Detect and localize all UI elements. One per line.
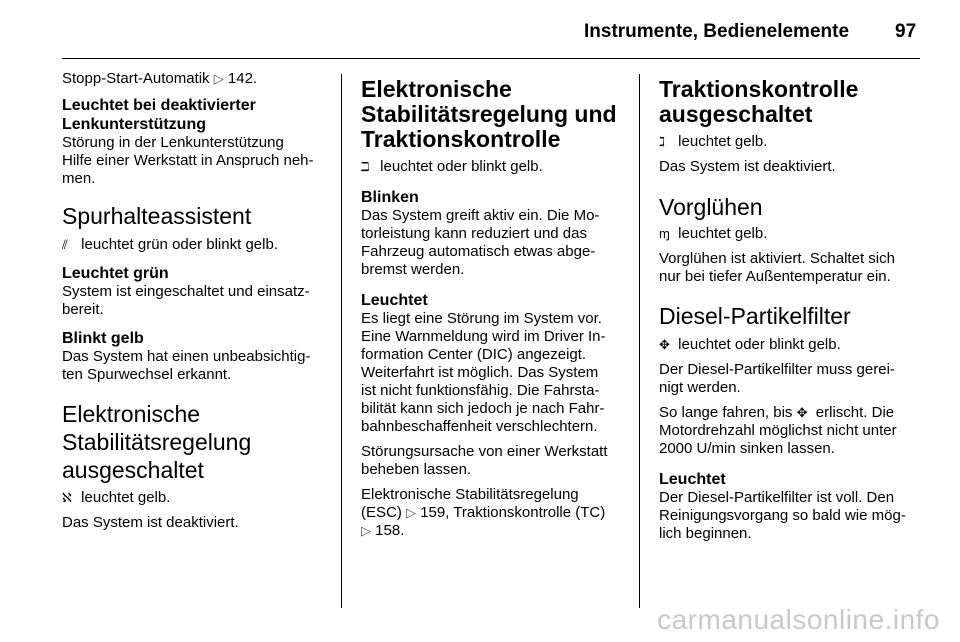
text-esc-deactivated: Das System ist deaktiviert. — [62, 514, 239, 531]
page-section-title: Instrumente, Bedienelemente — [584, 21, 850, 42]
heading-lights-green: Leuchtet grün — [62, 265, 169, 282]
text-flashing: Das System greift aktiv ein. Die Mo- torleistung kann reduziert und das Fahrzeug automatisch etwas abge- bremst werden. — [361, 207, 600, 278]
tc-off-icon: ℷ — [659, 134, 666, 149]
text-dpf-drive: So lange fahren, bis ✥ erlischt. Die Motordrehzahl möglichst nicht unter 2000 U/min sinken lassen. — [659, 404, 897, 457]
text-start-stop: Stopp-Start-Automatik ▷ 142. — [62, 70, 258, 87]
heading-steering-assist: Leuchtet bei deaktivierter Lenkunterstützung — [62, 97, 256, 133]
column-divider-2 — [639, 74, 640, 608]
heading-preheating: Vorglühen — [659, 194, 763, 220]
heading-dpf: Diesel-Partikelfilter — [659, 303, 851, 329]
text-flashes-yellow: Das System hat einen unbeabsichtig- ten Spurwechsel erkannt. — [62, 348, 311, 383]
glow-plug-icon: ɱ — [659, 226, 670, 241]
header-rule — [62, 58, 920, 59]
heading-flashes-yellow: Blinkt gelb — [62, 330, 144, 347]
heading-flashing: Blinken — [361, 189, 419, 206]
heading-dpf-lights: Leuchtet — [659, 471, 726, 488]
heading-esc-off: Elektronische Stabilitätsregelung ausgeschaltet — [62, 401, 252, 483]
text-dpf-lights: Der Diesel-Partikelfilter ist voll. Den Reinigungsvorgang so bald wie mög- lich beginnen. — [659, 489, 906, 542]
heading-esc-tc: Elektronische Stabilitätsregelung und Traktionskontrolle — [361, 76, 617, 152]
column-divider-1 — [341, 74, 342, 608]
heading-lights: Leuchtet — [361, 292, 428, 309]
text-tc-deactivated: Das System ist deaktiviert. — [659, 158, 836, 175]
text-lane-assist: ⫽ leuchtet grün oder blinkt gelb. — [62, 236, 278, 253]
column-1 — [62, 60, 330, 539]
text-lights-green: System ist eingeschaltet und einsatz- bereit. — [62, 283, 310, 318]
reference-arrow-icon: ▷ — [213, 71, 224, 86]
text-dpf-clean: Der Diesel-Partikelfilter muss gerei- nigt werden. — [659, 361, 895, 396]
diesel-particulate-filter-icon: ✥ — [659, 337, 670, 352]
watermark: carmanualsonline.info — [657, 604, 940, 635]
diesel-particulate-filter-icon: ✥ — [796, 405, 808, 420]
text-esc-references: Elektronische Stabilitätsregelung (ESC) ▷ 159, Traktionskontrolle (TC) ▷ 158. — [361, 486, 606, 539]
reference-arrow-icon: ▷ — [406, 505, 417, 520]
text-tc-off: ℷ leuchtet gelb. — [659, 133, 768, 150]
heading-lane-assist: Spurhalteassistent — [62, 203, 252, 229]
reference-arrow-icon: ▷ — [361, 523, 371, 538]
esc-off-icon: ℵ — [62, 490, 72, 505]
heading-tc-off: Traktionskontrolle ausgeschaltet — [659, 76, 859, 127]
text-preheating: ɱ leuchtet gelb. — [659, 225, 768, 242]
column-3 — [659, 60, 921, 550]
text-lights: Es liegt eine Störung im System vor. Eine Warnmeldung wird im Driver In- formation Center (DIC) angezeigt. Weiterfahrt ist möglich. Das System ist nicht funktionsfähig. Die Fahrsta- bilität kann sich jedoch je nach Fahr- bahnbeschaffenheit verschlechtern. — [361, 310, 606, 435]
page-number: 97 — [895, 21, 917, 42]
column-2 — [361, 60, 629, 547]
text-fault-cause: Störungsursache von einer Werkstatt beheben lassen. — [361, 443, 608, 478]
text-steering-assist: Störung in der Lenkunterstützung Hilfe einer Werkstatt in Anspruch neh- men. — [62, 134, 314, 187]
text-esc-tc: ℶ leuchtet oder blinkt gelb. — [361, 158, 543, 175]
esc-icon: ℶ — [361, 159, 370, 174]
text-esc-off: ℵ leuchtet gelb. — [62, 489, 171, 506]
text-preheating-desc: Vorglühen ist aktiviert. Schaltet sich nur bei tiefer Außentemperatur ein. — [659, 250, 895, 285]
text-dpf: ✥ leuchtet oder blinkt gelb. — [659, 336, 841, 353]
lane-assist-icon: ⫽ — [62, 237, 68, 252]
